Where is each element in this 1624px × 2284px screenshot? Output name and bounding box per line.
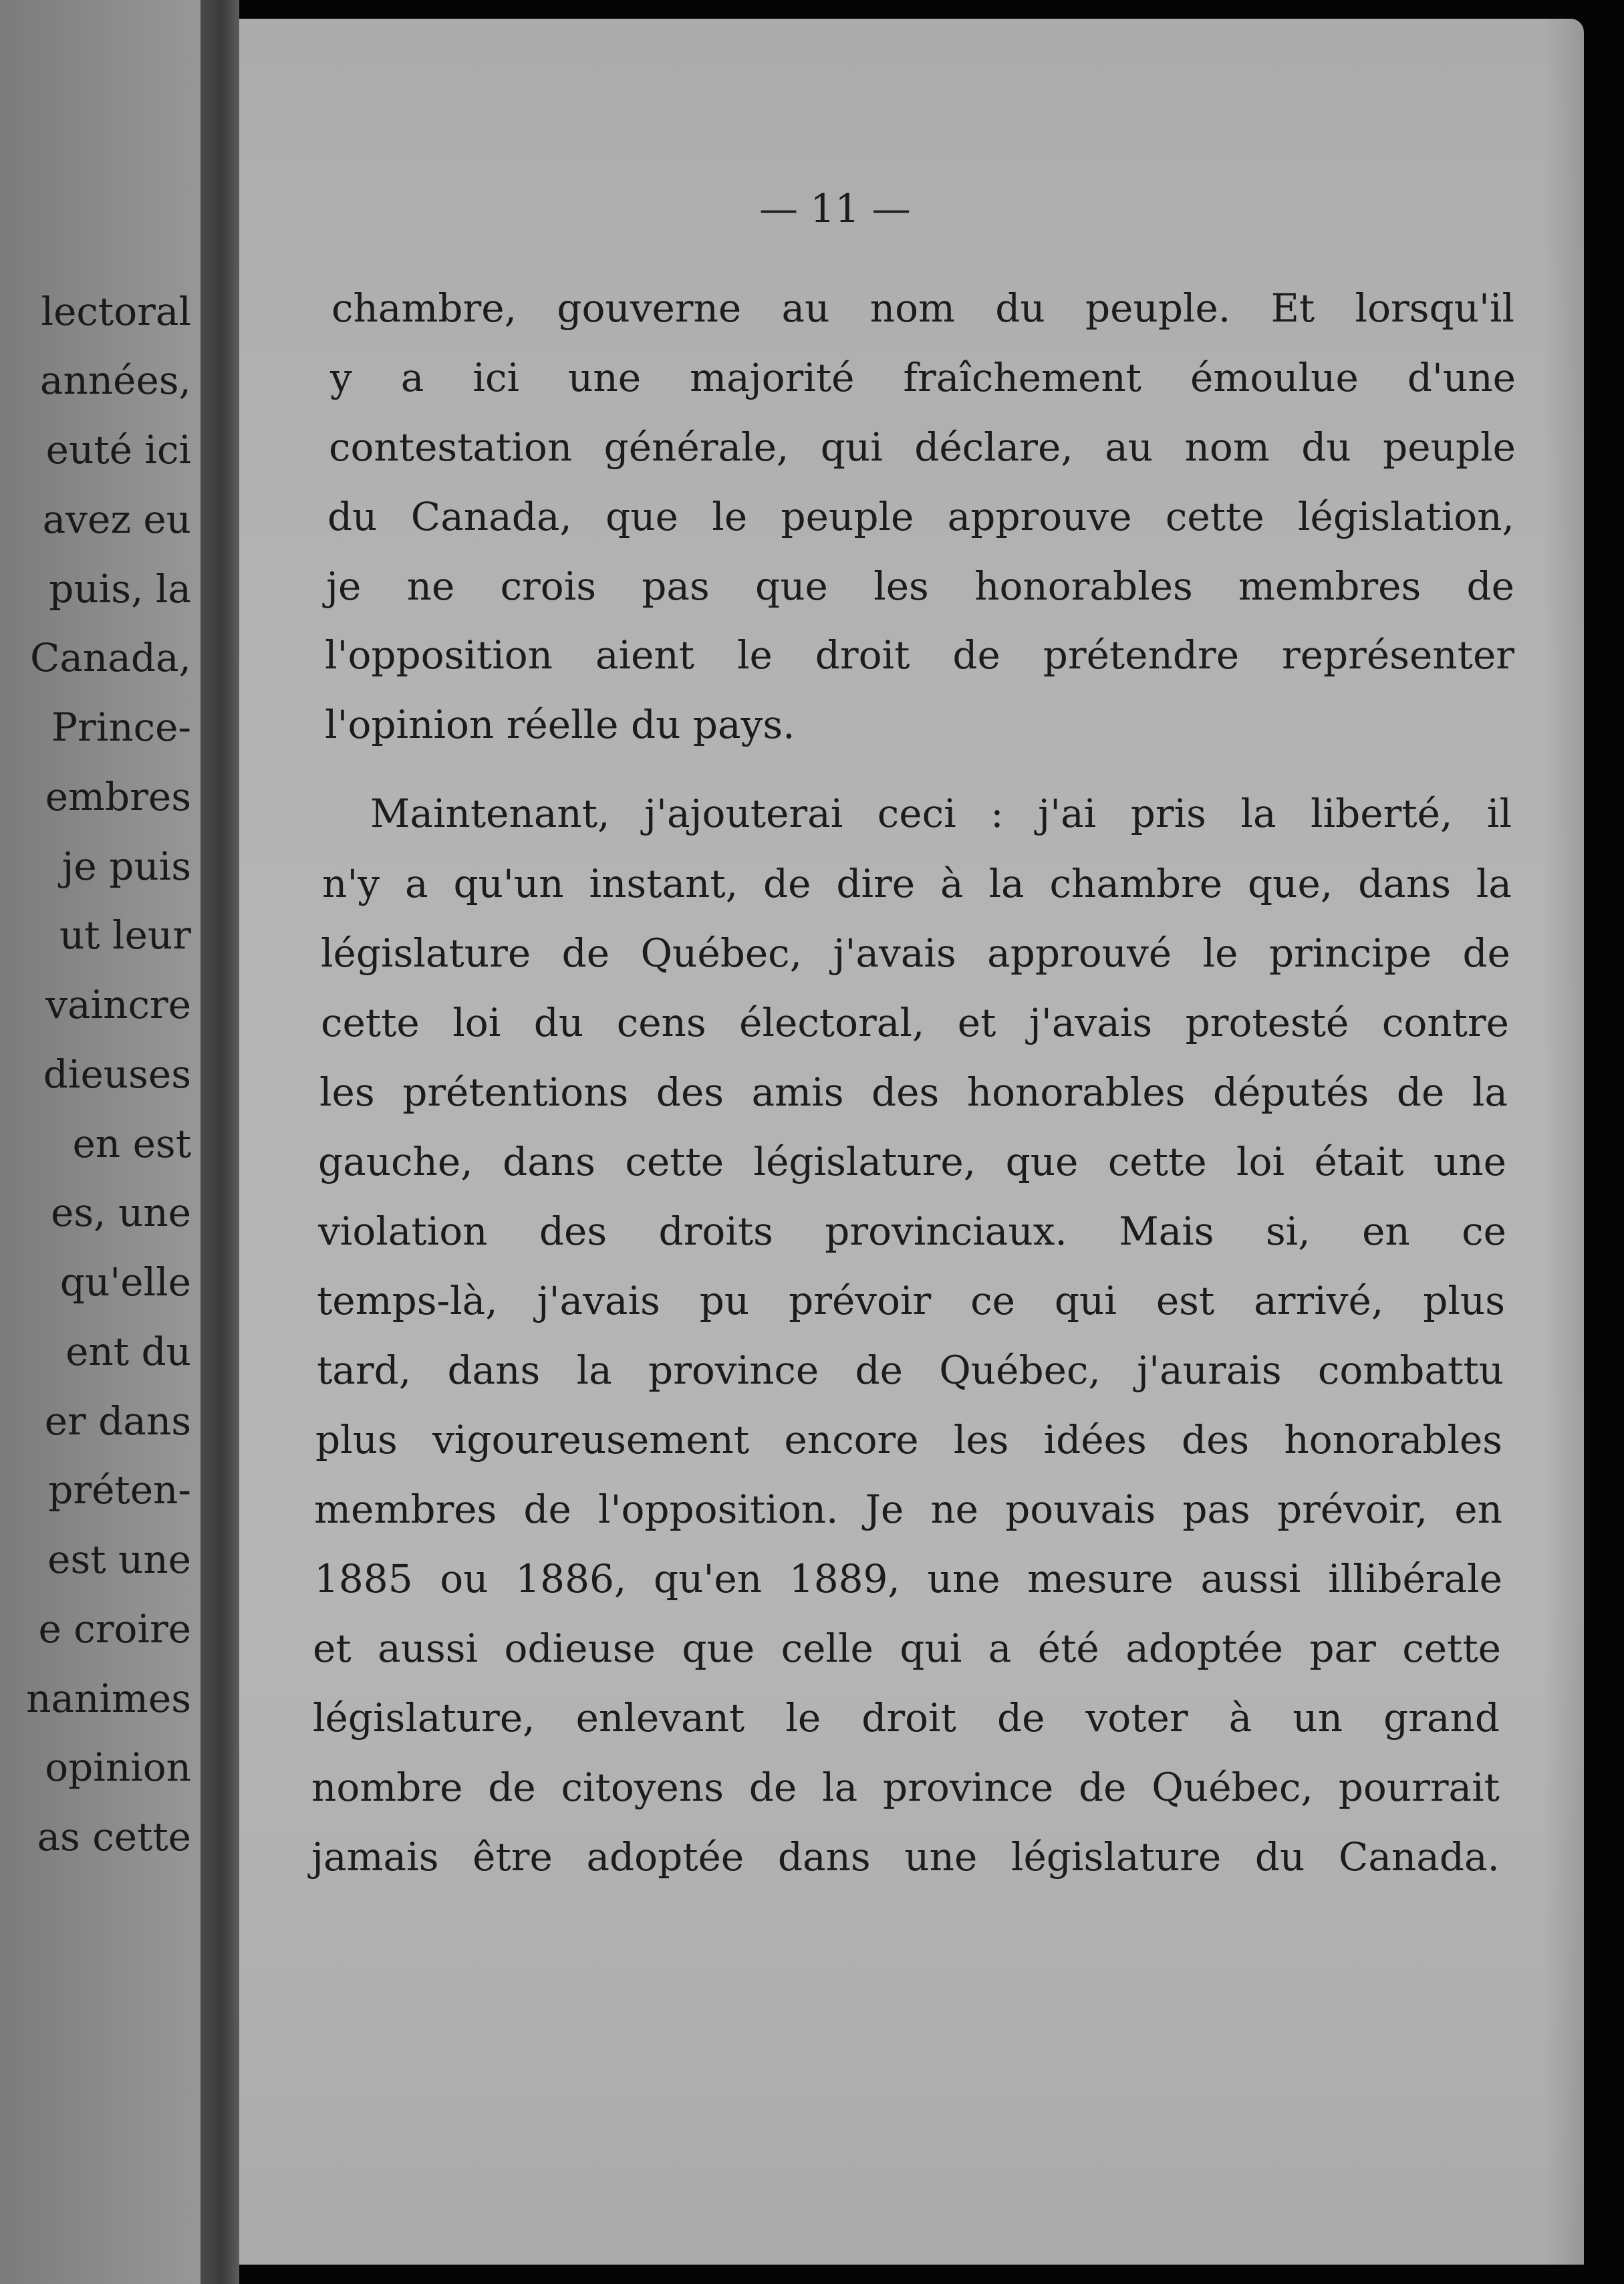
text-line: les prétentions des amis des honorables députés de la xyxy=(319,1069,1508,1115)
left-page-line: lectoral xyxy=(41,289,191,334)
left-page-line: opinion xyxy=(45,1745,191,1790)
left-page-line: préten- xyxy=(48,1467,191,1513)
book-gutter xyxy=(200,0,239,2284)
text-line: nombre de citoyens de la province de Québec, pourrait xyxy=(311,1765,1500,1810)
left-page-line: nanimes xyxy=(26,1676,191,1721)
left-page-line: en est xyxy=(72,1121,191,1166)
text-line: Maintenant, j'ajouterai ceci : j'ai pris la liberté, il xyxy=(370,791,1512,836)
left-page-line: as cette xyxy=(37,1814,191,1860)
text-line: législature, enlevant le droit de voter à un grand xyxy=(313,1695,1500,1741)
text-line: temps-là, j'avais pu prévoir ce qui est arrivé, plus xyxy=(317,1278,1505,1323)
text-line: gauche, dans cette législature, que cette loi était une xyxy=(318,1139,1506,1184)
text-line: membres de l'opposition. Je ne pouvais pas prévoir, en xyxy=(314,1487,1502,1532)
text-line: violation des droits provinciaux. Mais si, en ce xyxy=(318,1209,1506,1254)
text-line: je ne crois pas que les honorables membres de xyxy=(326,563,1514,609)
left-page xyxy=(0,0,200,2284)
left-page-line: qu'elle xyxy=(59,1259,191,1305)
text-line: jamais être adoptée dans une législature du Canada. xyxy=(311,1834,1500,1880)
text-line: 1885 ou 1886, qu'en 1889, une mesure aussi illibérale xyxy=(314,1556,1502,1602)
right-page xyxy=(239,19,1584,2265)
left-page-line: Canada, xyxy=(29,635,191,680)
left-page-line: embres xyxy=(45,774,191,819)
text-line: du Canada, que le peuple approuve cette législation, xyxy=(327,494,1514,539)
text-line: l'opposition aient le droit de prétendre représenter xyxy=(325,632,1514,678)
left-page-line: puis, la xyxy=(49,566,191,612)
text-line: contestation générale, qui déclare, au nom du peuple xyxy=(329,424,1516,470)
left-page-line: ut leur xyxy=(59,912,191,958)
left-page-line: je puis xyxy=(61,844,191,889)
text-line: plus vigoureusement encore les idées des honorables xyxy=(315,1417,1502,1463)
left-page-line: est une xyxy=(47,1537,191,1582)
text-line: cette loi du cens électoral, et j'avais protesté contre xyxy=(321,1000,1509,1045)
left-page-line: avez eu xyxy=(42,497,191,542)
left-page-line: vaincre xyxy=(45,982,191,1027)
left-page-line: dieuses xyxy=(43,1051,191,1097)
text-line: législature de Québec, j'avais approuvé le principe de xyxy=(321,930,1510,976)
text-line: chambre, gouverne au nom du peuple. Et lorsqu'il xyxy=(331,285,1514,331)
left-page-line: er dans xyxy=(44,1398,191,1444)
left-page-line: ent du xyxy=(65,1329,191,1374)
text-line: y a ici une majorité fraîchement émoulue d'une xyxy=(330,355,1516,400)
text-line: n'y a qu'un instant, de dire à la chambre que, dans la xyxy=(322,861,1512,906)
page-number: — 11 — xyxy=(759,186,911,231)
text-line: et aussi odieuse que celle qui a été adoptée par cette xyxy=(313,1626,1501,1671)
left-page-line: es, une xyxy=(51,1190,191,1235)
text-line: l'opinion réelle du pays. xyxy=(325,702,795,747)
left-page-line: années, xyxy=(39,358,191,403)
left-page-line: Prince- xyxy=(51,705,191,750)
text-line: tard, dans la province de Québec, j'aurais combattu xyxy=(317,1348,1504,1393)
left-page-line: euté ici xyxy=(45,427,191,473)
left-page-line: e croire xyxy=(38,1606,191,1652)
